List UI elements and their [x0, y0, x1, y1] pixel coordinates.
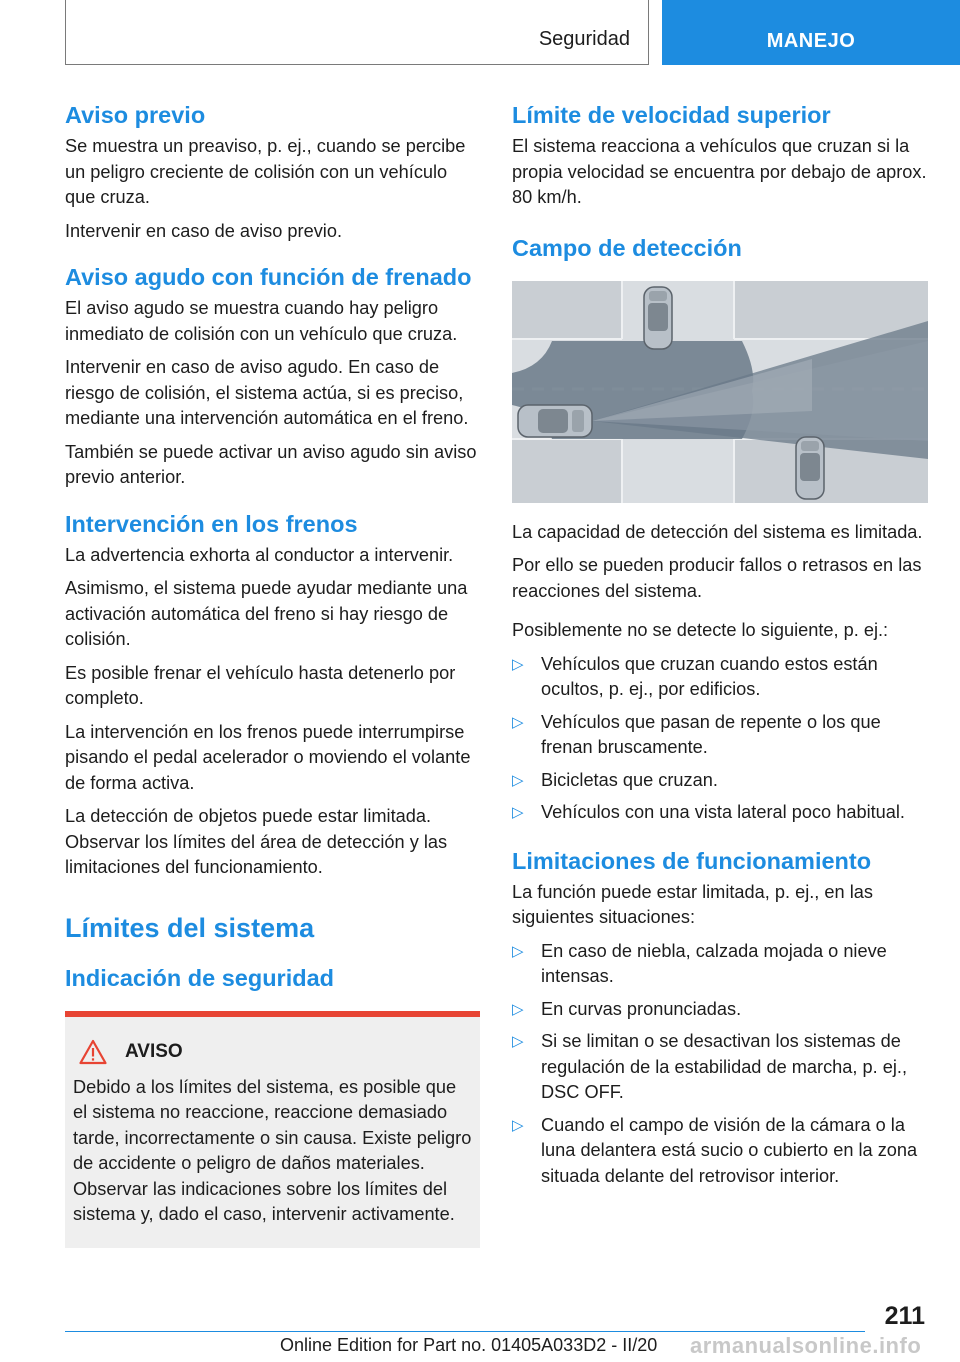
list-item: ▷ Vehículos que pasan de repente o los que frenan bruscamente.: [512, 711, 881, 757]
page-number: 211: [884, 1302, 925, 1330]
warning-triangle-icon: [79, 1039, 107, 1065]
triangle-bullet-icon: ▷: [512, 713, 524, 731]
heading-intervencion-frenos: Intervención en los frenos: [65, 510, 358, 537]
paragraph: Se muestra un preaviso, p. ej., cuando se percibe un peligro creciente de colisión con un vehículo que cruza.: [65, 136, 466, 207]
detection-field-illustration: [512, 281, 928, 503]
paragraph: La función puede estar limitada, p. ej., en las siguientes situaciones:: [512, 881, 873, 927]
list-item: ▷ Bicicletas que cruzan.: [512, 768, 928, 794]
warning-box: [65, 1011, 480, 1248]
list-item: ▷ En caso de niebla, calzada mojada o nieve intensas.: [512, 940, 887, 986]
paragraph: También se puede activar un aviso agudo sin aviso previo anterior.: [65, 441, 477, 487]
heading-aviso-agudo: Aviso agudo con función de frenado: [65, 264, 472, 290]
heading-campo-deteccion: Campo de detección: [512, 234, 742, 261]
watermark: armanualsonline.info: [690, 1333, 922, 1358]
paragraph: Por ello se pueden producir fallos o retrasos en las reacciones del sistema.: [512, 555, 922, 601]
warning-text: Debido a los límites del sistema, es posible que el sistema no reaccione, reaccione demasiado tarde, incorrectamente o sin causa. Existe peligro de accidente o peligro de daños materiales. Observar las indicaciones sobre los límites del sistema y, dado el caso, intervenir activamente.: [73, 1076, 472, 1224]
undetected-list: [512, 652, 928, 826]
right-column: [512, 100, 928, 1196]
list-item: ▷ Si se limitan o se desactivan los sistemas de regulación de la estabilidad de marcha, p. ej., DSC OFF.: [512, 1031, 907, 1102]
paragraph: El sistema reacciona a vehículos que cruzan si la propia velocidad se encuentra por debajo de aprox. 80 km/h.: [512, 136, 927, 207]
paragraph: La capacidad de detección del sistema es limitada.: [512, 521, 923, 542]
footer-divider: [65, 1331, 865, 1332]
triangle-bullet-icon: ▷: [512, 804, 524, 821]
paragraph: Asimismo, el sistema puede ayudar mediante una activación automática del freno si hay riesgo de colisión.: [65, 578, 468, 649]
header-section-title: Seguridad: [538, 28, 630, 50]
heading-indicacion-seguridad: Indicación de seguridad: [65, 964, 334, 991]
paragraph: El aviso agudo se muestra cuando hay peligro inmediato de colisión con un vehículo que cruza.: [65, 298, 458, 344]
list-item: ▷ Vehículos con una vista lateral poco habitual.: [512, 800, 928, 826]
header-tab-label: MANEJO: [766, 30, 856, 52]
header-frame: [65, 0, 649, 65]
triangle-bullet-icon: ▷: [512, 1000, 524, 1018]
heading-aviso-previo: Aviso previo: [65, 102, 206, 128]
triangle-bullet-icon: ▷: [512, 942, 524, 960]
list-item: ▷ Vehículos que cruzan cuando estos están ocultos, p. ej., por edificios.: [512, 653, 878, 699]
heading-limite-velocidad: Límite de velocidad superior: [512, 102, 831, 128]
triangle-bullet-icon: ▷: [512, 771, 524, 789]
triangle-bullet-icon: ▷: [512, 1116, 524, 1134]
limitations-list: [512, 939, 928, 1190]
paragraph: Intervenir en caso de aviso agudo. En caso de riesgo de colisión, el sistema actúa, si es preciso, mediante una intervención automática en el freno.: [65, 357, 469, 428]
footer-edition: Online Edition for Part no. 01405A033D2 - II/20: [280, 1335, 658, 1355]
warning-title: AVISO: [125, 1040, 183, 1062]
paragraph: Posiblemente no se detecte lo siguiente, p. ej.:: [512, 620, 889, 640]
list-item: ▷ En curvas pronunciadas.: [512, 997, 928, 1023]
list-item: ▷ Cuando el campo de visión de la cámara o la luna delantera está sucio o cubierto en la zona situada delante del retrovisor interior.: [512, 1114, 918, 1186]
paragraph: Es posible frenar el vehículo hasta detenerlo por completo.: [65, 662, 456, 708]
heading-limitaciones: Limitaciones de funcionamiento: [512, 847, 872, 874]
triangle-bullet-icon: ▷: [512, 655, 524, 673]
heading-limites-sistema: Límites del sistema: [65, 912, 315, 943]
paragraph: La advertencia exhorta al conductor a intervenir.: [65, 544, 454, 565]
left-column: [65, 100, 480, 1248]
paragraph: La detección de objetos puede estar limitada. Observar los límites del área de detección y las limitaciones del funcionamiento.: [65, 806, 448, 877]
paragraph: Intervenir en caso de aviso previo.: [65, 220, 343, 241]
triangle-bullet-icon: ▷: [512, 1033, 524, 1050]
header-tab-manejo[interactable]: [662, 0, 960, 65]
paragraph: La intervención en los frenos puede interrumpirse pisando el pedal acelerador o moviendo el volante de forma activa.: [65, 721, 471, 793]
warning-header: [79, 1039, 472, 1065]
